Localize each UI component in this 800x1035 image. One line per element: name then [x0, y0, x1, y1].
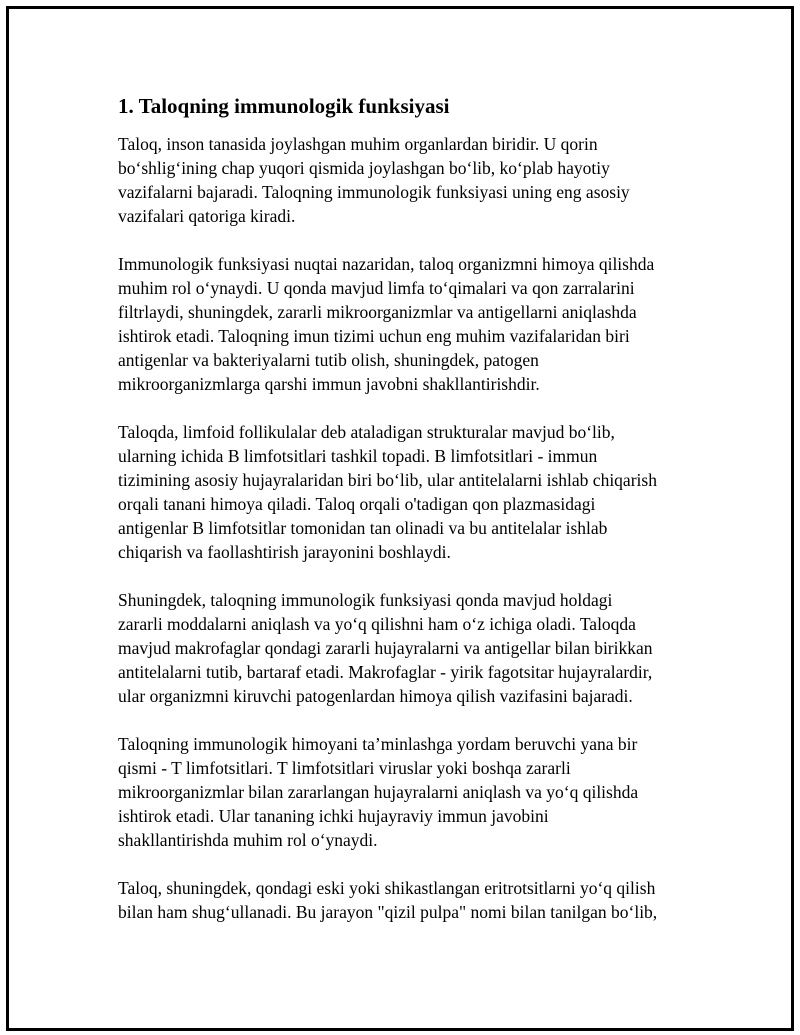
text-line: orqali tanani himoya qiladi. Taloq orqali o'tadigan qon plazmasidagi	[118, 494, 596, 514]
paragraph-6	[118, 876, 698, 924]
text-line: ishtirok etadi. Taloqning imun tizimi uchun eng muhim vazifalaridan biri	[118, 326, 630, 346]
text-line: Taloqda, limfoid follikulalar deb ataladigan strukturalar mavjud bo‘lib,	[118, 422, 615, 442]
text-line: antigenlar B limfotsitlar tomonidan tan olinadi va bu antitelalar ishlab	[118, 518, 608, 538]
text-line: Shuningdek, taloqning immunologik funksiyasi qonda mavjud holdagi	[118, 590, 613, 610]
text-line: shakllantirishda muhim rol o‘ynaydi.	[118, 830, 378, 850]
text-line: filtrlaydi, shuningdek, zararli mikroorganizmlar va antigellarni aniqlashda	[118, 302, 637, 322]
text-line: tizimining asosiy hujayralaridan biri bo‘lib, ular antitelalarni ishlab chiqarish	[118, 470, 657, 490]
text-line: chiqarish va faollashtirish jarayonini boshlaydi.	[118, 542, 451, 562]
paragraph-5	[118, 732, 698, 852]
text-line: Taloq, shuningdek, qondagi eski yoki shikastlangan eritrotsitlarni yo‘q qilish	[118, 878, 656, 898]
text-line: antigenlar va bakteriyalarni tutib olish, shuningdek, patogen	[118, 350, 539, 370]
text-line: zararli moddalarni aniqlash va yo‘q qilishni ham o‘z ichiga oladi. Taloqda	[118, 614, 636, 634]
text-line: muhim rol o‘ynaydi. U qonda mavjud limfa to‘qimalari va qon zarralarini	[118, 278, 635, 298]
paragraph-2	[118, 252, 698, 396]
text-line: ishtirok etadi. Ular tananing ichki hujayraviy immun javobini	[118, 806, 549, 826]
text-line: mavjud makrofaglar qondagi zararli hujayralarni va antigellar bilan birikkan	[118, 638, 653, 658]
text-line: vazifalari qatoriga kiradi.	[118, 206, 296, 226]
text-line: Taloqning immunologik himoyani ta’minlashga yordam beruvchi yana bir	[118, 734, 638, 754]
text-line: qismi - T limfotsitlari. T limfotsitlari viruslar yoki boshqa zararli	[118, 758, 571, 778]
text-line: ular organizmni kiruvchi patogenlardan himoya qilish vazifasini bajaradi.	[118, 686, 633, 706]
text-line: mikroorganizmlarga qarshi immun javobni shakllantirishdir.	[118, 374, 540, 394]
text-line: vazifalarni bajaradi. Taloqning immunologik funksiyasi uning eng asosiy	[118, 182, 630, 202]
text-line: Taloq, inson tanasida joylashgan muhim organlardan biridir. U qorin	[118, 134, 598, 154]
text-line: bo‘shlig‘ining chap yuqori qismida joylashgan bo‘lib, ko‘plab hayotiy	[118, 158, 610, 178]
text-line: ularning ichida B limfotsitlari tashkil topadi. B limfotsitlari - immun	[118, 446, 598, 466]
text-line: bilan ham shug‘ullanadi. Bu jarayon "qizil pulpa" nomi bilan tanilgan bo‘lib,	[118, 902, 658, 922]
text-line: mikroorganizmlar bilan zararlangan hujayralarni aniqlash va yo‘q qilishda	[118, 782, 639, 802]
paragraph-4	[118, 588, 698, 708]
section-heading: 1. Taloqning immunologik funksiyasi	[118, 94, 450, 118]
paragraph-1	[118, 132, 698, 228]
text-line: Immunologik funksiyasi nuqtai nazaridan, taloq organizmni himoya qilishda	[118, 254, 655, 274]
text-line: antitelalarni tutib, bartaraf etadi. Makrofaglar - yirik fagotsitar hujayralardir,	[118, 662, 653, 682]
document-body	[118, 92, 698, 948]
paragraph-3	[118, 420, 698, 564]
